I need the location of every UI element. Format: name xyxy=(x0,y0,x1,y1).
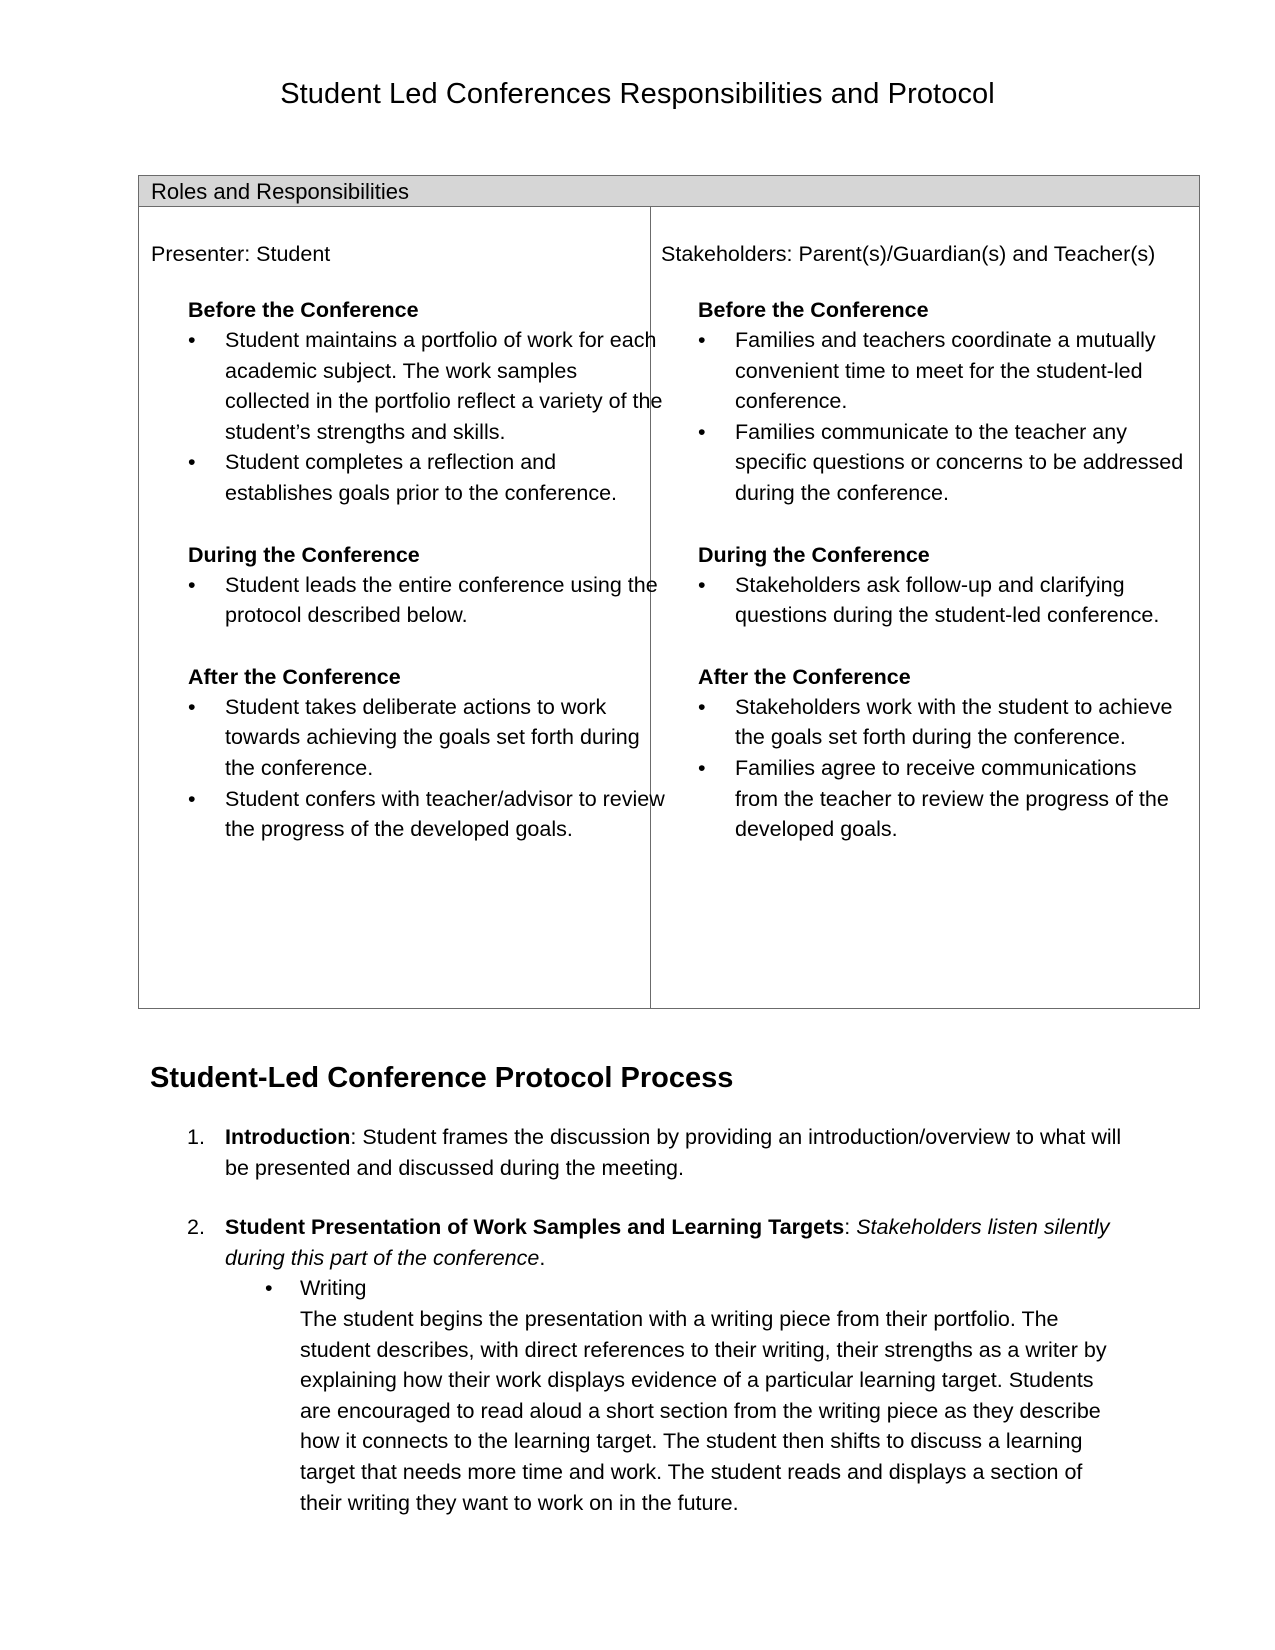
list-item: • Stakeholders ask follow-up and clarifying questions during the student-led conference. xyxy=(698,570,1185,631)
stakeholders-heading: Stakeholders: Parent(s)/Guardian(s) and Teacher(s) xyxy=(661,242,1156,266)
step-italic-text: Stakeholders listen silently during this part of the conference xyxy=(225,1215,1110,1270)
protocol-step-presentation xyxy=(187,1212,1137,1518)
step-number: 1. xyxy=(187,1125,205,1149)
step-end: . xyxy=(539,1245,546,1270)
list-item: • Families and teachers coordinate a mutually convenient time to meet for the student-led conference. xyxy=(698,325,1185,417)
step-label: Introduction xyxy=(225,1125,351,1149)
presenter-before-section xyxy=(188,295,663,509)
stakeholders-column xyxy=(651,207,1199,1008)
section-title: Before the Conference xyxy=(188,298,419,322)
presenter-heading: Presenter: Student xyxy=(151,242,331,266)
list-item: • Student maintains a portfolio of work for each academic subject. The work samples collected in the portfolio reflect a variety of the student’s strengths and skills. xyxy=(188,325,665,447)
list-item: • Student takes deliberate actions to work towards achieving the goals set forth during the conference. xyxy=(188,692,665,784)
sub-item-text: The student begins the presentation with a writing piece from their portfolio. The student describes, with direct references to their writing, their strengths as a writer by explaining how their work displays evidence of a particular learning target. Students are encouraged to read aloud a short section from the writing piece as they describe how it connects to the learning target. The student then shifts to discuss a learning target that needs more time and work. The student reads and displays a section of their writing they want to work on in the future. xyxy=(300,1306,1107,1515)
list-item: • Families agree to receive communications from the teacher to review the progress of the developed goals. xyxy=(698,753,1185,845)
protocol-title: Student-Led Conference Protocol Process xyxy=(150,1062,734,1094)
section-title: During the Conference xyxy=(188,542,420,567)
bullet-icon: • xyxy=(265,1276,273,1301)
section-title: After the Conference xyxy=(698,664,911,689)
protocol-step-introduction xyxy=(187,1122,1137,1183)
page-title: Student Led Conferences Responsibilities and Protocol xyxy=(280,78,995,110)
sub-item-title: Writing xyxy=(300,1276,367,1301)
roles-table xyxy=(138,175,1200,1009)
list-item: • Student leads the entire conference using the protocol described below. xyxy=(188,570,665,631)
step-separator: : xyxy=(350,1125,363,1149)
protocol-steps xyxy=(187,1122,1137,1518)
stakeholders-during-section xyxy=(698,540,1199,631)
section-title: During the Conference xyxy=(698,542,930,567)
sub-list-item-writing xyxy=(225,1273,1137,1518)
step-label: Student Presentation of Work Samples and Learning Targets xyxy=(225,1215,845,1240)
list-item: • Families communicate to the teacher any specific questions or concerns to be addressed during the conference. xyxy=(698,417,1185,509)
section-title: After the Conference xyxy=(188,664,401,689)
section-title: Before the Conference xyxy=(698,298,929,322)
stakeholders-before-section xyxy=(698,295,1199,509)
presenter-column xyxy=(139,207,665,1008)
step-separator: : xyxy=(844,1215,857,1240)
list-item: • Stakeholders work with the student to achieve the goals set forth during the conference. xyxy=(698,692,1185,753)
presenter-after-section xyxy=(188,662,665,845)
roles-table-header: Roles and Responsibilities xyxy=(139,176,1199,207)
stakeholders-after-section xyxy=(698,662,1199,845)
list-item: • Student completes a reflection and establishes goals prior to the conference. xyxy=(188,447,665,508)
step-number: 2. xyxy=(187,1215,205,1240)
list-item: • Student confers with teacher/advisor to review the progress of the developed goals. xyxy=(188,784,665,845)
step-text: Student frames the discussion by providing an introduction/overview to what will be presented and discussed during the meeting. xyxy=(225,1125,1122,1180)
presenter-during-section xyxy=(188,540,658,631)
